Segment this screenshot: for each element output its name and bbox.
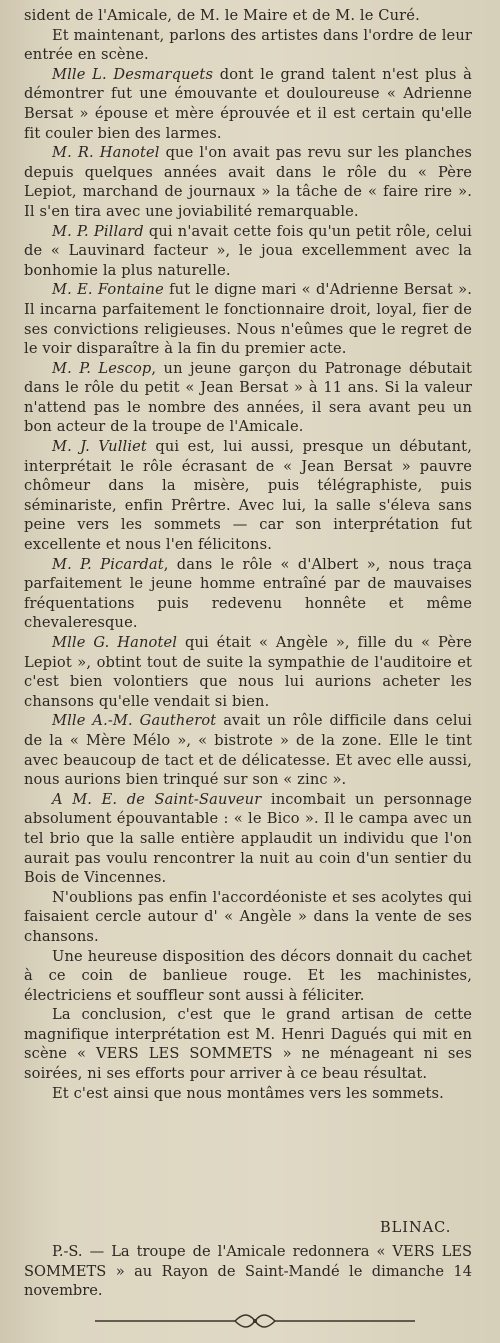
actor-name: A M. E. de Saint-Sauveur [52,790,262,808]
article-paragraph [24,790,472,888]
actor-name: Mlle A.-M. Gautherot [52,712,217,730]
article-paragraph [24,359,472,437]
article-paragraph [24,711,472,789]
paragraph-text: N'oublions pas enfin l'accordéoniste et ses acolytes qui faisaient cercle autour d' « Angèle » dans la vente de ses chansons. [24,888,472,945]
article-paragraph [24,1084,472,1104]
signature: BLINAC. [380,1220,452,1236]
paragraph-text: dont le grand talent n'est plus à démontrer fut une émouvante et douloureuse « Adrienne Bersat » épouse et mère éprouvée et il est certain qu'elle fit couler bien des larmes. [24,65,472,142]
article-paragraph [24,888,472,947]
paragraph-text: , un jeune garçon du Patronage débutait dans le rôle du petit « Jean Bersat » à 11 ans. Si la valeur n'attend pas le nombre des années, il sera avant peu un bon acteur de la troupe de l'Amicale. [24,359,472,436]
paragraph-text: Et maintenant, parlons des artistes dans l'ordre de leur entrée en scène. [24,26,472,64]
paragraph-text: qui n'avait cette fois qu'un petit rôle, celui de « Lauvinard facteur », le joua excellemment avec la bonhomie la plus naturelle. [24,222,472,279]
paragraph-text: La conclusion, c'est que le grand artisan de cette magnifique interprétation est M. Henri Dagués qui mit en scène « VERS LES SOMMETS » ne ménageant ni ses soirées, ni ses efforts pour arriver à ce beau résultat. [24,1006,472,1083]
article-paragraph [24,555,472,633]
paragraph-text: fut le digne mari « d'Adrienne Bersat ». Il incarna parfaitement le fonctionnaire droit, loyal, fier de ses convictions religieuses. Nous n'eûmes que le regret de le voir disparaître à la fin du premier acte. [24,281,472,358]
article-paragraph [24,143,472,221]
article-paragraph [24,6,472,26]
article-body [24,6,472,1103]
paragraph-text: Et c'est ainsi que nous montâmes vers les sommets. [52,1084,444,1102]
article-paragraph [24,437,472,555]
actor-name: M. P. Lescop [52,359,152,377]
article-paragraph [24,947,472,1006]
article-paragraph [24,26,472,65]
actor-name: M. R. Hanotel [52,144,160,162]
postscript: P.-S. — La troupe de l'Amicale redonnera « VERS LES SOMMETS » au Rayon de Saint-Mandé le dimanche 14 novembre. [24,1243,472,1300]
actor-name: M. E. Fontaine [52,281,164,299]
article-paragraph [24,1005,472,1083]
paragraph-text: qui est, lui aussi, presque un débutant, interprétait le rôle écrasant de « Jean Bersat » pauvre chômeur dans la misère, puis télégraphiste, puis séminariste, enfin Prêrtre. Avec lui, la salle s'éleva sans peine vers les sommets — car son interprétation fut excellente et nous l'en félicitons. [24,438,472,554]
paragraph-text: sident de l'Amicale, de M. le Maire et de M. le Curé. [24,7,420,24]
paragraph-text: , dans le rôle « d'Albert », nous traça parfaitement le jeune homme entraîné par de mauvaises fréquentations puis redevenu honnête et même chevaleresque. [24,555,472,632]
article-paragraph [24,222,472,281]
article-paragraph [24,280,472,358]
actor-name: Mlle L. Desmarquets [52,65,214,83]
paragraph-text: Une heureuse disposition des décors donnait du cachet à ce coin de banlieue rouge. Et les machinistes, électriciens et souffleur sont aussi à féliciter. [24,947,472,1004]
paragraph-text: qui était « Angèle », fille du « Père Lepiot », obtint tout de suite la sympathie de l'auditoire et c'est bien volontiers que nous lui aurions acheter les chansons qu'elle vendait si bien. [24,634,473,710]
paragraph-text: avait un rôle difficile dans celui de la « Mère Mélo », « bistrote » de la zone. Elle le tint avec beaucoup de tact et de délicatesse. Et avec elle aussi, nous aurions bien trinqué sur son « zinc ». [24,712,472,789]
article-paragraph [24,633,472,711]
ornament-divider [95,1313,415,1329]
actor-name: M. P. Pillard [52,222,144,240]
actor-name: M. J. Vulliet [52,438,147,456]
actor-name: M. P. Picardat [52,555,164,573]
paragraph-text: incombait un personnage absolument épouvantable : « le Bico ». Il le campa avec un tel brio que la salle entière applaudit un individu que l'on aurait pas voulu rencontrer la nuit au coin d'un sentier du Bois de Vincennes. [24,790,472,887]
paragraph-text: que l'on avait pas revu sur les planches depuis quelques années avait dans le rôle du « Père Lepiot, marchand de journaux » la tâche de « faire rire ». Il s'en tira avec une joviabilité remarquable. [24,144,473,220]
article-paragraph [24,65,472,143]
actor-name: Mlle G. Hanotel [52,634,178,651]
